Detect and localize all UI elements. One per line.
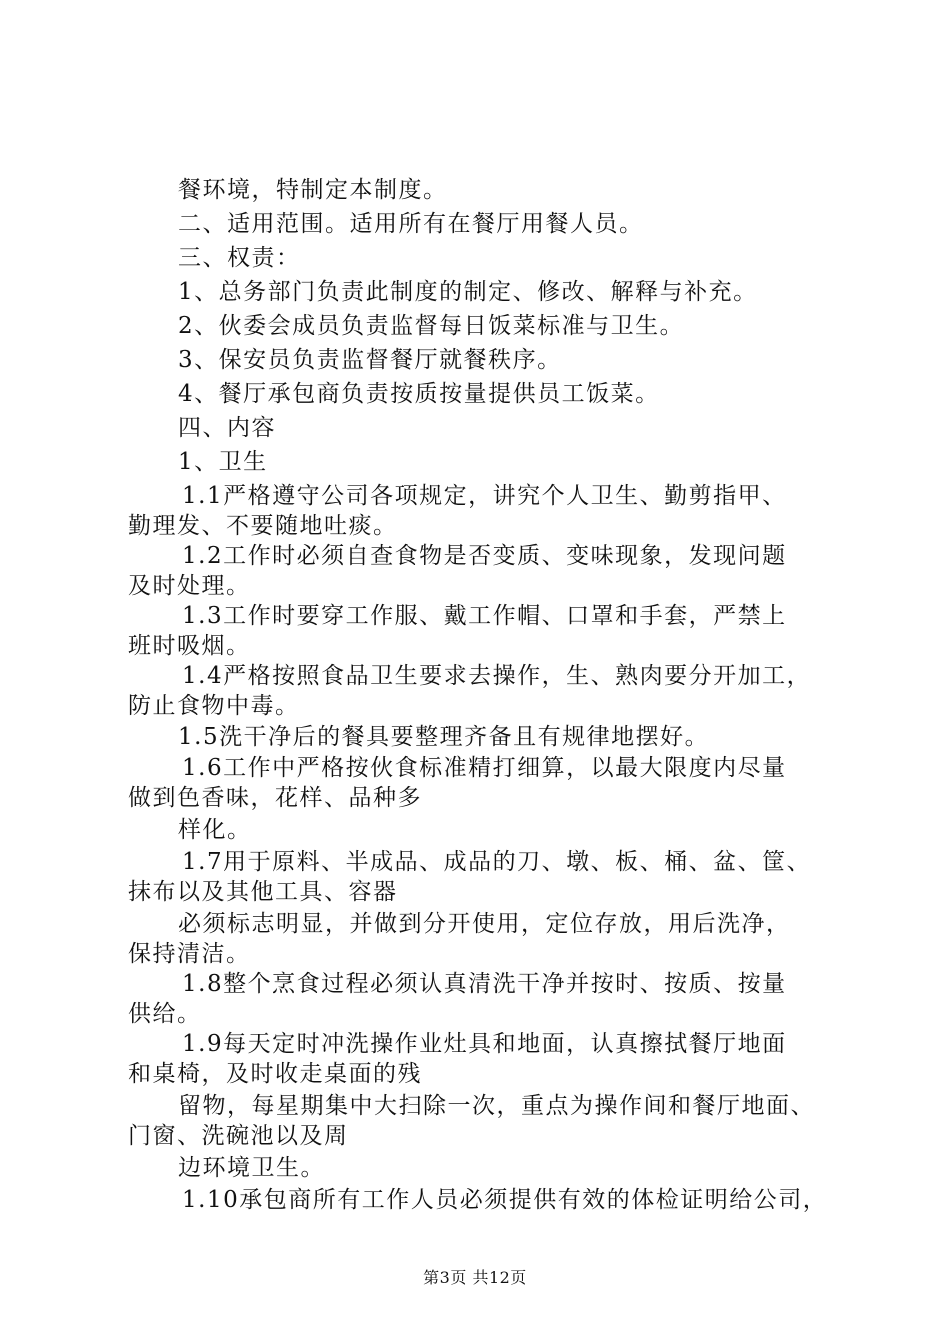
text-line: 必须标志明显，并做到分开使用，定位存放，用后洗净， (178, 911, 791, 937)
text-line: 样化。 (178, 817, 252, 843)
text-line: 防止食物中毒。 (128, 693, 300, 719)
text-line: 三、权责： (178, 245, 301, 271)
text-line: 门窗、洗碗池以及周 (128, 1123, 349, 1149)
text-line: 餐环境，特制定本制度。 (178, 177, 448, 203)
text-line: 二、适用范围。适用所有在餐厅用餐人员。 (178, 211, 644, 237)
text-line: 4、餐厅承包商负责按质按量提供员工饭菜。 (178, 381, 660, 407)
text-line: 1.3工作时要穿工作服、戴工作帽、口罩和手套，严禁上 (182, 603, 787, 629)
text-line: 1、总务部门负责此制度的制定、修改、解释与补充。 (178, 279, 758, 305)
text-line: 1.10承包商所有工作人员必须提供有效的体检证明给公司， (182, 1187, 828, 1213)
text-line: 抹布以及其他工具、容器 (128, 879, 398, 905)
text-line: 3、保安员负责监督餐厅就餐秩序。 (178, 347, 562, 373)
text-line: 1.8整个烹食过程必须认真清洗干净并按时、按质、按量 (182, 971, 787, 997)
text-line: 1.6工作中严格按伙食标准精打细算，以最大限度内尽量 (182, 755, 787, 781)
text-line: 保持清洁。 (128, 941, 251, 967)
text-line: 及时处理。 (128, 573, 251, 599)
text-line: 2、伙委会成员负责监督每日饭菜标准与卫生。 (178, 313, 685, 339)
text-line: 班时吸烟。 (128, 633, 251, 659)
text-line: 1、卫生 (178, 449, 268, 475)
text-line: 1.1严格遵守公司各项规定，讲究个人卫生、勤剪指甲、 (182, 483, 787, 509)
text-line: 1.5洗干净后的餐具要整理齐备且有规律地摆好。 (178, 724, 710, 750)
text-line: 1.7用于原料、半成品、成品的刀、墩、板、桶、盆、筐、 (182, 849, 812, 875)
text-line: 供给。 (128, 1001, 202, 1027)
page-number-footer: 第3页 共12页 (423, 1268, 527, 1287)
text-line: 1.4严格按照食品卫生要求去操作，生、熟肉要分开加工， (182, 663, 812, 689)
text-line: 和桌椅，及时收走桌面的残 (128, 1061, 422, 1087)
text-line: 做到色香味，花样、品种多 (128, 785, 422, 811)
text-line: 边环境卫生。 (178, 1155, 325, 1181)
text-line: 1.2工作时必须自查食物是否变质、变味现象，发现问题 (182, 543, 787, 569)
text-line: 留物，每星期集中大扫除一次，重点为操作间和餐厅地面、 (178, 1093, 815, 1119)
text-line: 四、内容 (178, 415, 276, 441)
text-line: 1.9每天定时冲洗操作业灶具和地面，认真擦拭餐厅地面 (182, 1031, 787, 1057)
text-line: 勤理发、不要随地吐痰。 (128, 513, 398, 539)
